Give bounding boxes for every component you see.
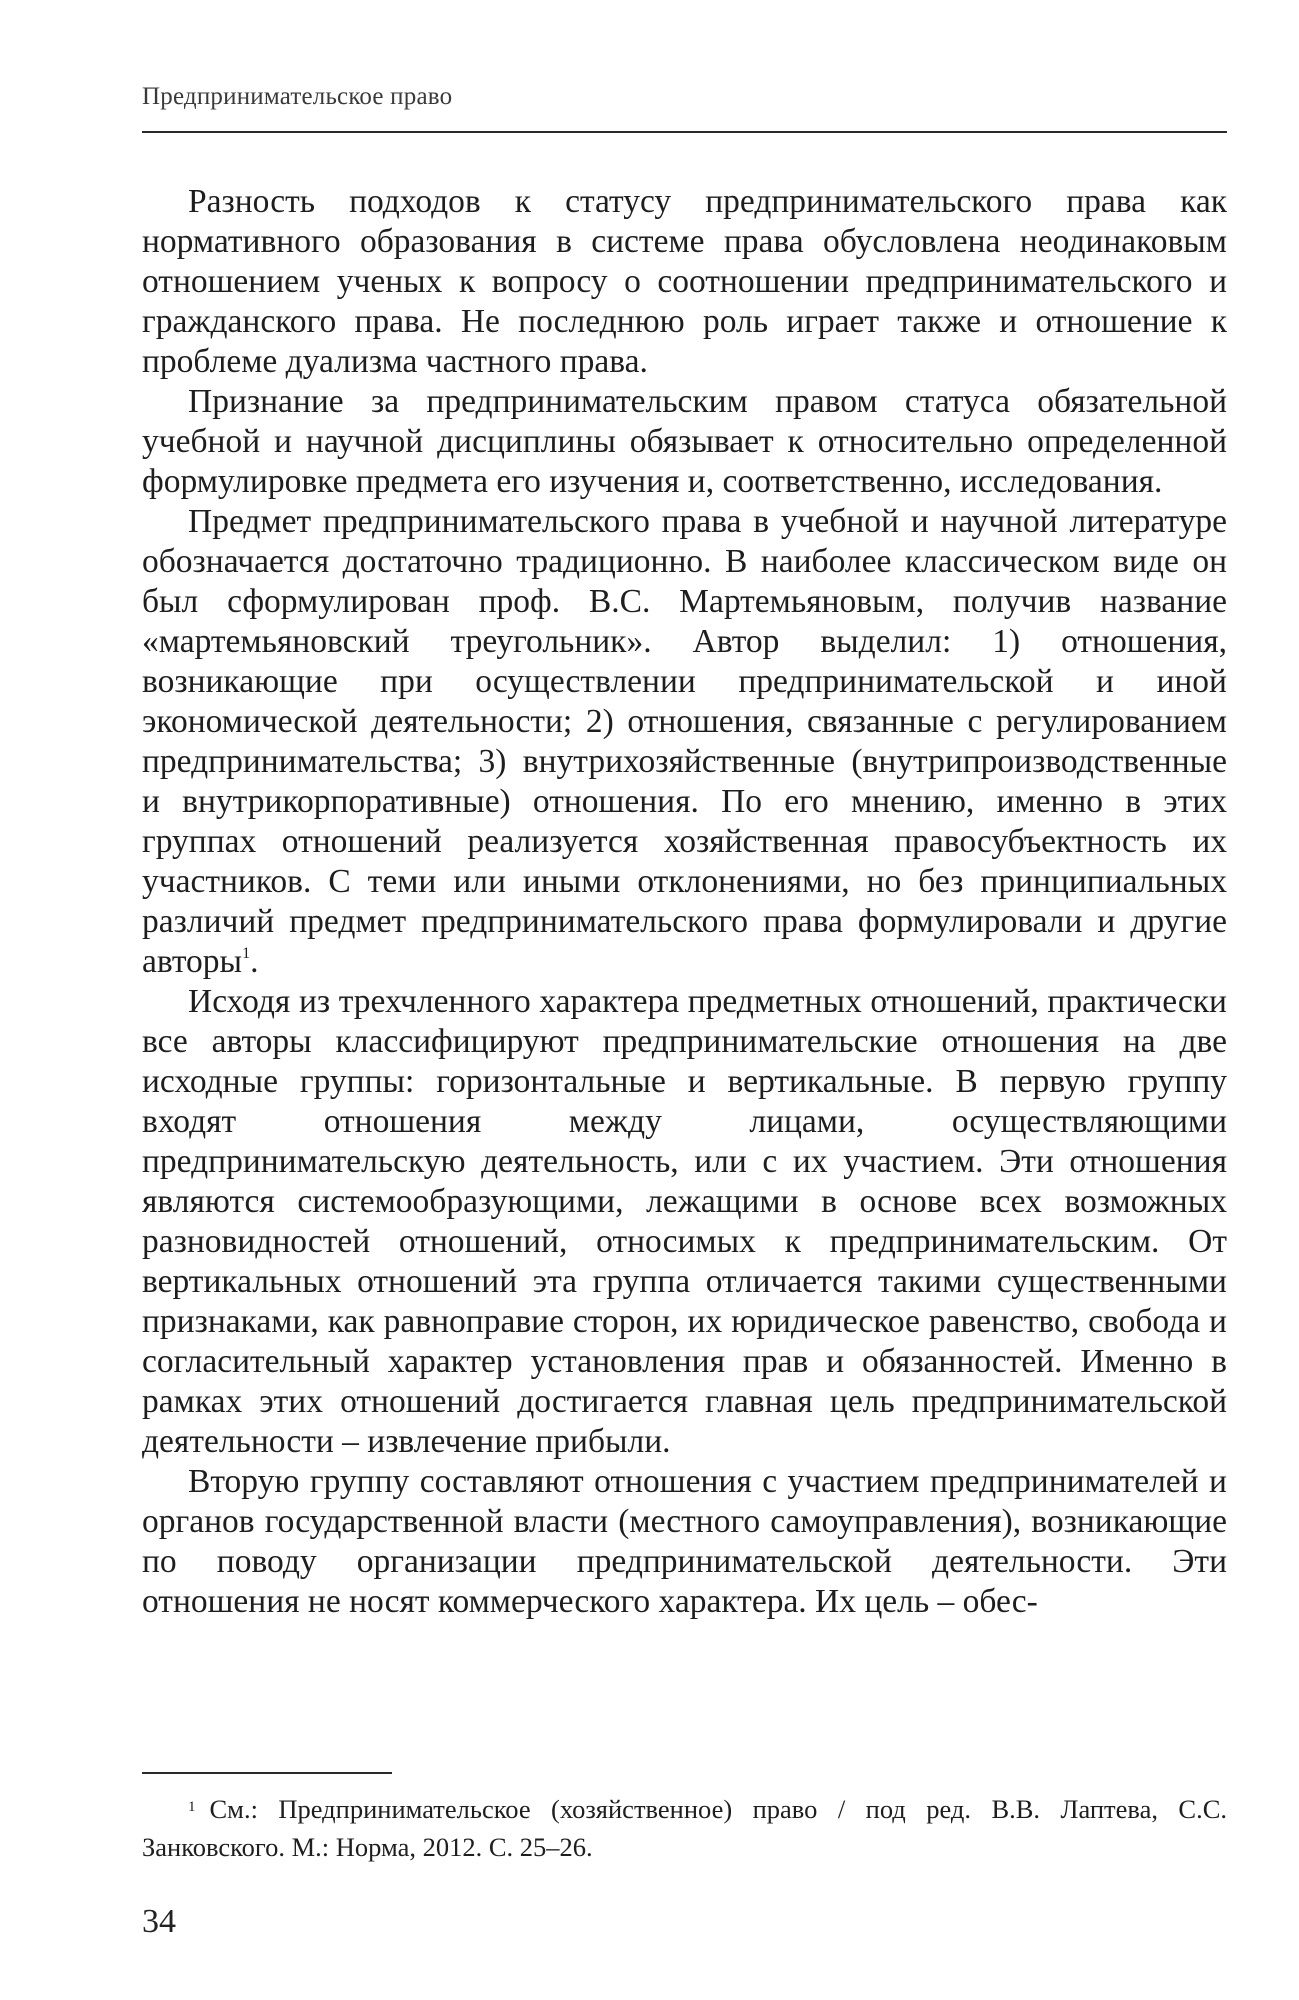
footnote-rule	[142, 1772, 392, 1774]
footnote	[142, 1790, 1227, 1866]
footnote-text: См.: Предпринимательское (хозяйственное) право / под ред. В.В. Лаптева, С.С. Занковского. М.: Норма, 2012. С. 25–26.	[142, 1794, 1227, 1862]
page-number: 34	[142, 1903, 176, 1940]
paragraph: Исходя из трехчленного характера предметных отношений, практически все авторы классифицируют предпринимательские отношения на две исходные группы: горизонтальные и вертикальные. В первую группу входят отношения между лицами, осуществляющими предпринимательскую деятельность, или с их участием. Эти отношения являются системообразующими, лежащими в основе всех возможных разновидностей отношений, относимых к предпринимательским. От вертикальных отношений эта группа отличается такими существенными признаками, как равноправие сторон, их юридическое равенство, свобода и согласительный характер установления прав и обязанностей. Именно в рамках этих отношений достигается главная цель предпринимательской деятельности – извлечение прибыли.	[142, 983, 1227, 1460]
paragraph: Вторую группу составляют отношения с участием предпринимателей и органов государственной власти (местного самоуправления), возникающие по поводу организации предпринимательской деятельности. Эти отношения не носят коммерческого характера. Их цель – обес-	[142, 1463, 1227, 1620]
paragraph-with-footnote-ref	[142, 502, 1227, 982]
paragraph: Разность подходов к статусу предпринимательского права как нормативного образования в системе права обусловлена неодинаковым отношением ученых к вопросу о соотношении предпринимательского и гражданского права. Не последнюю роль играет также и отношение к проблеме дуализма частного права.	[142, 183, 1227, 380]
header-rule	[142, 131, 1227, 133]
footnote-mark: 1	[188, 1799, 196, 1815]
running-head: Предпринимательское право	[142, 83, 453, 110]
footnote-reference[interactable]: 1	[242, 944, 251, 962]
body-text	[142, 182, 1227, 1622]
paragraph: Признание за предпринимательским правом статуса обязательной учебной и научной дисциплины обязывает к относительно определенной формулировке предмета его изучения и, соответственно, исследования.	[142, 383, 1227, 500]
paragraph-text: Предмет предпринимательского права в учебной и научной литературе обозначается достаточно традиционно. В наиболее классическом виде он был сформулирован проф. В.С. Мартемьяновым, получив название «мартемьяновский треугольник». Автор выделил: 1) отношения, возникающие при осуществлении предпринимательской и иной экономической деятельности; 2) отношения, связанные с регулированием предпринимательства; 3) внутрихозяйственные (внутрипроизводственные и внутрикорпоративные) отношения. По его мнению, именно в этих группах отношений реализуется хозяйственная правосубъектность их участников. С теми или иными отклонениями, но без принципиальных различий предмет предпринимательского права формулировали и другие авторы	[142, 503, 1227, 980]
paragraph-end-punctuation: .	[250, 943, 259, 980]
